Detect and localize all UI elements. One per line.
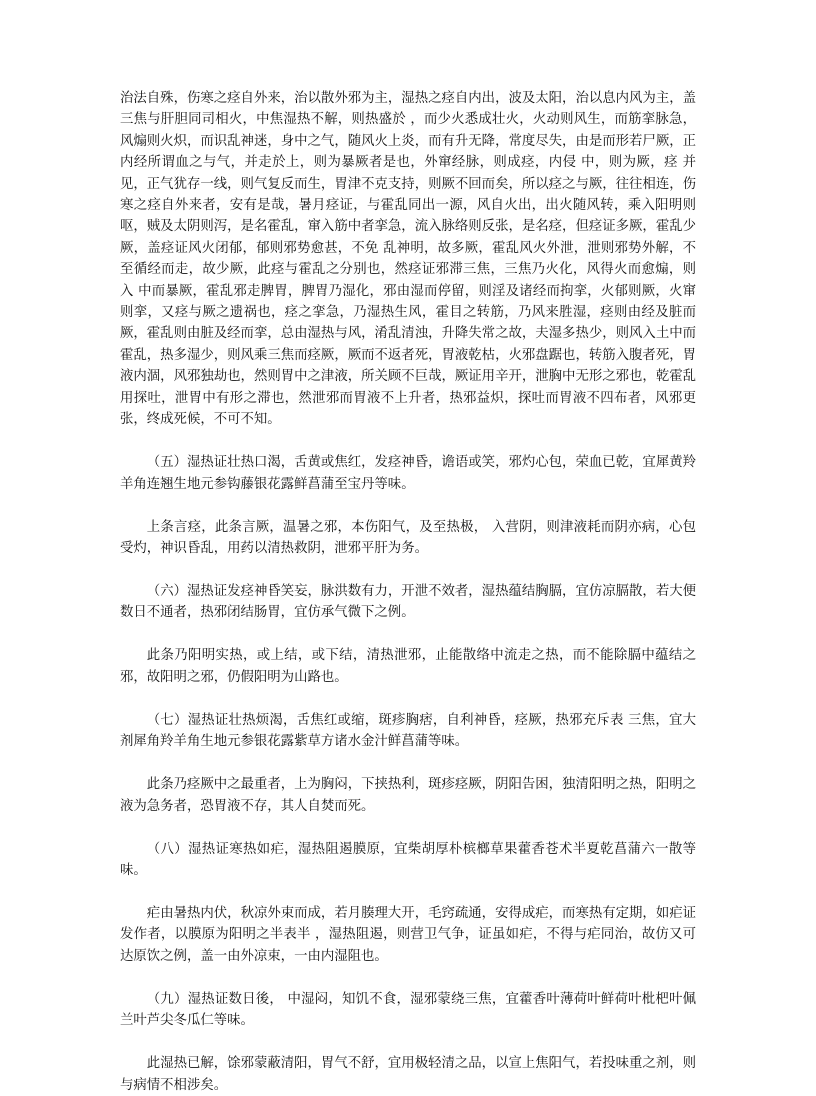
paragraph-article-7: （七）湿热证壮热烦渴，舌焦红或缩，斑疹胸痞，自利神昏，痉厥，热邪充斥表 三焦，宜大剂犀角羚羊角生地元参银花露紫草方诸水金汁鲜菖蒲等味。 bbox=[120, 712, 696, 750]
paragraph-commentary-8: 疟由暑热内伏，秋凉外束而成，若月腠理大开，毛窍疏通，安得成疟，而寒热有定期，如疟证发作者，以膜原为阳明之半表半 ，湿热阻遏，则营卫气争，证虽如疟，不得与疟同治，故仿又可达原饮之例，盖一由外凉束，一由内湿阻也。 bbox=[120, 905, 696, 964]
document-page bbox=[120, 88, 696, 1096]
paragraph-commentary-spasm-jue: 治法自殊，伤寒之痉自外来，治以散外邪为主，湿热之痉自内出，波及太阳，治以息内风为主，盖三焦与肝胆同司相火，中焦湿热不解，则热盛於 ，而少火悉成壮火，火动则风生，而筋挛脉急，风煽则火炽，而识乱神迷，身中之气，随风火上炎，而有升无降，常度尽失，由是而形若尸厥，正内经所谓血之与气，并走於上，则为暴厥者是也，外窜经脉，则成痉，内侵 中，则为厥，痉 并见，正气犹存一线，则气复反而生，胃津不克支持，则厥不回而矣，所以痉之与厥，往往相连，伤寒之痉自外来者，安有是哉，暑月痉证，与霍乱同出一源，风自火出，出火随风转，乘入阳明则呕，贼及太阴则泻，是名霍乱，窜入筋中者挛急，流入脉络则反张，是名痉，但痉证多厥，霍乱少厥，盖痉证风火闭郁，郁则邪势愈甚，不免 乱神明，故多厥，霍乱风火外泄，泄则邪势外解，不至循经而走，故少厥，此痉与霍乱之分别也，然痉证邪滞三焦，三焦乃火化，风得火而愈煽，则 入 中而暴厥，霍乱邪走脾胃，脾胃乃湿化，邪由湿而停留，则淫及诸经而拘挛，火郁则厥，火窜则挛，又痉与厥之遗祸也，痉之挛急，乃湿热生风，霍目之转筋，乃风来胜湿，痉则由经及脏而厥，霍乱则由脏及经而挛，总由湿热与风，淆乱清浊，升降失常之故，夫湿多热少，则风入土中而霍乱，热多湿少，则风乘三焦而痉厥，厥而不返者死，胃液乾枯，火邪盘踞也，转筋入腹者死，胃液内涸，风邪独劫也，然则胃中之津液，所关顾不巨哉，厥证用辛开，泄胸中无形之邪也，乾霍乱用探吐，泄胃中有形之滞也，然泄邪而胃液不上升者，热邪益炽，探吐而胃液不四布者，风邪更张，终成死候，不可不知。 bbox=[120, 91, 696, 428]
paragraph-commentary-9: 此湿热已解，馀邪蒙蔽清阳，胃气不舒，宜用极轻清之品，以宣上焦阳气，若投味重之剂，则与病情不相涉矣。 bbox=[120, 1056, 696, 1093]
paragraph-commentary-5: 上条言痉，此条言厥，温暑之邪，本伤阳气，及至热极， 入营阴，则津液耗而阴亦病，心包受灼，神识昏乱，用药以清热救阴，泄邪平肝为务。 bbox=[120, 519, 696, 556]
paragraph-article-9: （九）湿热证数日後， 中湿闷，知饥不食，湿邪蒙绕三焦，宜藿香叶薄荷叶鲜荷叶枇杷叶佩兰叶芦尖冬瓜仁等味。 bbox=[120, 991, 696, 1029]
paragraph-commentary-7: 此条乃痉厥中之最重者，上为胸闷，下挟热利，斑疹痉厥，阴阳告困，独清阳明之热，阳明之液为急务者，恐胃液不存，其人自焚而死。 bbox=[120, 777, 696, 814]
paragraph-article-5: （五）湿热证壮热口渴，舌黄或焦红，发痉神昏，谵语或笑，邪灼心包，荣血已乾，宜犀黄羚羊角连翘生地元参钩藤银花露鲜菖蒲至宝丹等味。 bbox=[120, 455, 696, 492]
paragraph-article-8: （八）湿热证寒热如疟，湿热阻遏膜原，宜柴胡厚朴槟榔草果藿香苍术半夏乾菖蒲六一散等味。 bbox=[120, 841, 696, 878]
paragraph-commentary-6: 此条乃阳明实热，或上结，或下结，清热泄邪，止能散络中流走之热，而不能除膈中蕴结之邪，故阳明之邪，仍假阳明为山路也。 bbox=[120, 648, 696, 685]
paragraph-article-6: （六）湿热证发痉神昏笑妄，脉洪数有力，开泄不效者，湿热蕴结胸膈，宜仿凉膈散，若大便数日不通者，热邪闭结肠胃，宜仿承气微下之例。 bbox=[120, 583, 696, 621]
